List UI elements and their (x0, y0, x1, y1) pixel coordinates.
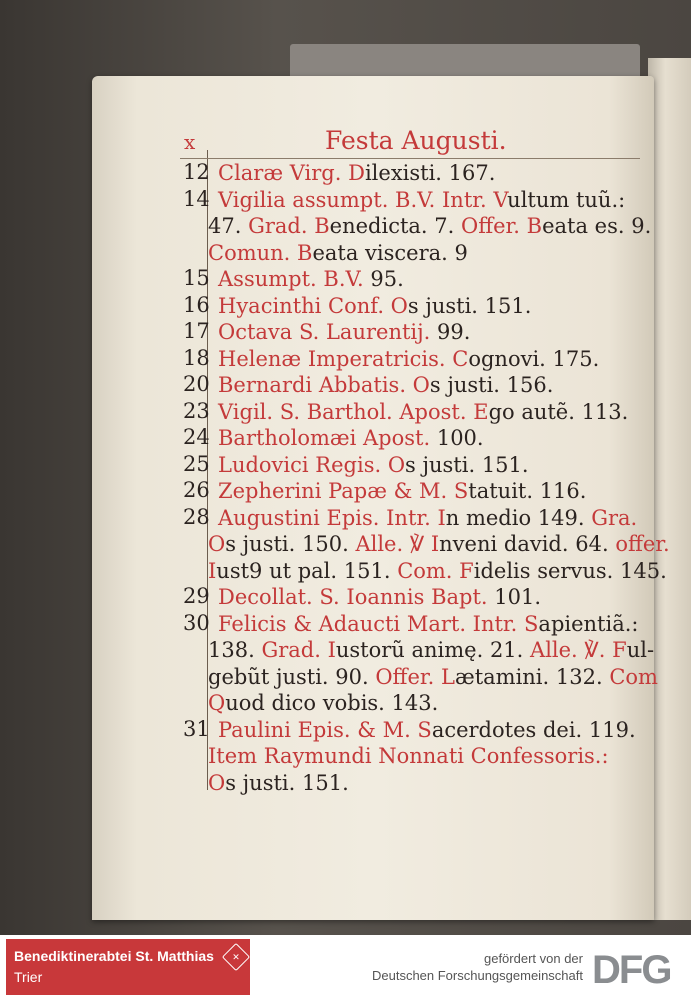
rubric-text: I (437, 505, 446, 530)
rubric-text: I (430, 532, 440, 556)
rubric-text: Hyacinthi Conf. (218, 293, 391, 318)
footer-bar (0, 935, 691, 1000)
rubric-text: Comun. (208, 240, 298, 265)
entry-day: 26 (183, 478, 210, 502)
rubric-text: Bernardi Abbatis. (218, 373, 413, 397)
rubric-text: S (417, 717, 432, 742)
entry-day: 28 (183, 504, 210, 529)
rubric-text: Bartholomæi Apost. (218, 426, 437, 450)
rubric-text: Com (609, 664, 658, 689)
calendar-entry (183, 610, 658, 717)
abbey-banner[interactable] (6, 939, 250, 995)
page-title: Festa Augusti. (325, 126, 507, 155)
entry-day: 17 (183, 319, 210, 343)
body-text: s justi. 151. (405, 452, 529, 477)
calendar-entry (183, 160, 643, 187)
body-text: ultum tuũ.: (507, 187, 626, 212)
body-text: s justi. 156. (429, 373, 554, 397)
abbey-emblem-icon: ✕ (222, 943, 250, 971)
rubric-text: Gra. (591, 505, 638, 530)
rubric-text: I (327, 638, 336, 662)
entry-line (218, 611, 643, 638)
body-text: apientiã.: (538, 611, 639, 636)
body-text: ul- (626, 638, 655, 662)
entry-line (218, 293, 643, 320)
calendar-entry (183, 478, 643, 505)
entry-line (218, 478, 643, 505)
calendar-entry (183, 399, 643, 426)
rubric-text: I (208, 558, 217, 583)
rubric-text: Assumpt. B.V. (218, 267, 371, 291)
entry-line (218, 266, 643, 293)
rubric-text: Paulini Epis. & M. (218, 717, 418, 742)
abbey-name: Benediktinerabtei St. Matthias (14, 948, 214, 964)
rubric-text: Vigil. S. Barthol. Apost. (218, 399, 474, 424)
entry-line (218, 160, 643, 187)
entry-line (208, 213, 652, 240)
rubric-text: Octava S. Laurentij. (218, 320, 437, 344)
rubric-text: C (452, 346, 469, 371)
abbey-city: Trier (14, 969, 43, 985)
body-text: gebũt justi. 90. (208, 664, 376, 689)
rubric-text: Alle. ℣. (530, 638, 613, 662)
rubric-text: S (453, 479, 469, 503)
calendar-entry (183, 293, 643, 320)
entry-line (208, 664, 658, 691)
rubric-text: Decollat. S. Ioannis Bapt. (218, 585, 495, 609)
rubric-text: Alle. ℣ (355, 532, 431, 556)
rubric-text: Augustini Epis. Intr. (218, 505, 438, 530)
entry-day: 23 (183, 398, 210, 423)
rubric-text: S (524, 611, 539, 636)
body-text: s justi. 150. (225, 532, 356, 556)
body-text: 47. (208, 214, 249, 238)
calendar-entry (183, 372, 643, 399)
entry-line (208, 743, 643, 770)
rubric-text: F (612, 638, 627, 662)
entry-line (218, 717, 643, 744)
rubric-text: L (441, 664, 455, 689)
body-text: 99. (436, 320, 471, 344)
rubric-text: Claræ Virg. (218, 161, 349, 185)
entry-line (208, 637, 655, 664)
body-text: acerdotes dei. 119. (431, 717, 636, 742)
rubric-text: offer. (615, 532, 670, 556)
body-text: ætamini. 132. (454, 664, 610, 689)
entry-line (208, 690, 643, 717)
rubric-text: O (412, 373, 430, 397)
entry-day: 30 (183, 610, 210, 635)
body-text: 100. (436, 426, 484, 450)
entry-day: 29 (183, 584, 210, 608)
entry-line (218, 505, 643, 532)
rubric-text: V (493, 187, 508, 212)
entry-day: 24 (183, 425, 210, 449)
body-text: ustorũ animę. 21. (335, 638, 531, 662)
entry-line (218, 187, 643, 214)
body-text: eata viscera. 9 (312, 240, 468, 265)
body-text: s justi. 151. (225, 770, 349, 795)
rubric-text: O (390, 293, 408, 318)
folio-number: x (184, 130, 196, 154)
body-text: uod dico vobis. 143. (225, 691, 439, 715)
body-text: idelis servus. 145. (473, 558, 667, 583)
calendar-entry (183, 319, 643, 346)
rubric-text: Felicis & Adaucti Mart. Intr. (218, 611, 525, 636)
entry-line (218, 372, 643, 399)
calendar-entry (183, 425, 643, 452)
rubric-text: Grad. (248, 214, 315, 238)
entry-line (208, 558, 667, 585)
entry-day: 16 (183, 292, 210, 317)
rubric-text: Vigilia assumpt. B.V. Intr. (218, 187, 494, 212)
calendar-entry (183, 717, 643, 797)
entry-day: 14 (183, 186, 210, 211)
body-text: tatuit. 116. (468, 479, 587, 503)
entry-day: 12 (183, 160, 210, 184)
dfg-logo[interactable]: DFG (592, 948, 671, 992)
body-text: 101. (494, 585, 542, 609)
body-text: ust9 ut pal. 151. (216, 558, 398, 583)
body-text: 138. (208, 638, 262, 662)
body-text: go autẽ. 113. (488, 399, 629, 424)
entry-line (208, 770, 643, 797)
calendar-entry (183, 186, 652, 267)
rubric-text: B (297, 240, 313, 265)
entry-line (208, 531, 670, 558)
body-text: eata es. 9. (542, 214, 652, 238)
rubric-text: O (208, 770, 226, 795)
rubric-text: Offer. (460, 214, 527, 238)
entry-day: 31 (183, 716, 210, 741)
rubric-text: Grad. (261, 638, 328, 662)
calendar-entry (183, 584, 643, 611)
body-text: n medio 149. (445, 505, 592, 530)
rubric-text: F (459, 558, 474, 583)
entry-day: 25 (183, 451, 210, 476)
entry-line (218, 399, 643, 426)
entry-day: 15 (183, 266, 210, 290)
calendar-entry (183, 504, 670, 585)
rubric-text: Com. (397, 558, 460, 583)
rubric-text: B (314, 214, 330, 238)
rubric-text: Q (208, 691, 226, 715)
entry-line (218, 346, 643, 373)
rubric-text: Offer. (375, 664, 441, 689)
entry-day: 20 (183, 372, 210, 396)
rubric-text: Item Raymundi Nonnati Confessoris.: (208, 744, 609, 768)
entry-day: 18 (183, 345, 210, 370)
title-rule (180, 158, 640, 159)
body-text: nveni david. 64. (439, 532, 616, 556)
entry-line (218, 452, 643, 479)
rubric-text: O (387, 452, 406, 477)
funding-line-1: gefördert von der (483, 951, 583, 966)
calendar-entry (183, 266, 643, 293)
calendar-entry (183, 346, 643, 373)
rubric-text: B (526, 214, 543, 238)
entry-line (218, 584, 643, 611)
rubric-text: E (473, 399, 489, 424)
entry-line (218, 319, 643, 346)
body-text: enedicta. 7. (329, 214, 461, 238)
rubric-text: Helenæ Imperatricis. (218, 346, 453, 371)
body-text: ognovi. 175. (468, 346, 600, 371)
facing-page-edge (648, 58, 691, 920)
entry-line (218, 425, 643, 452)
rubric-text: D (348, 161, 365, 185)
body-text: 95. (370, 267, 404, 291)
entry-line (208, 240, 643, 267)
body-text: ilexisti. 167. (364, 161, 496, 185)
calendar-entry (183, 452, 643, 479)
rubric-text: O (208, 532, 226, 556)
rubric-text: Zepherini Papæ & M. (218, 479, 454, 503)
rubric-text: Ludovici Regis. (218, 452, 388, 477)
body-text: s justi. 151. (407, 293, 532, 318)
funding-line-2: Deutschen Forschungsgemeinschaft (371, 968, 583, 983)
